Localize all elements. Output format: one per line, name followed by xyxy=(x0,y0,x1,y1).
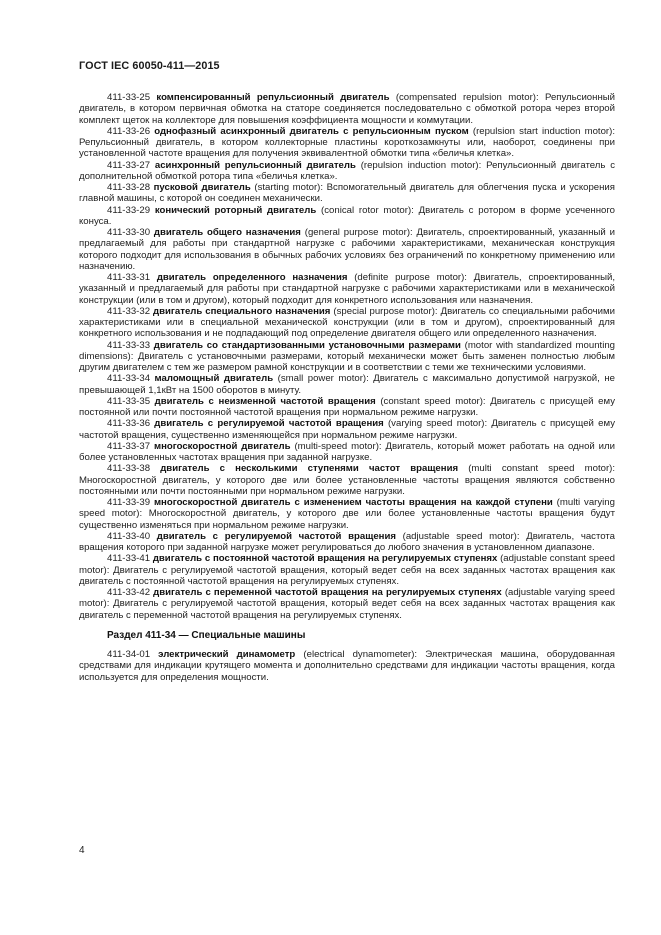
section-heading: Раздел 411-34 — Специальные машины xyxy=(107,629,306,641)
term-title: двигатель с регулируемой частотой вращения xyxy=(156,530,396,542)
term-title: многоскоростной двигатель с изменением частоты вращения на каждой ступени xyxy=(153,497,553,508)
term-entry xyxy=(79,306,615,340)
term-entry xyxy=(79,272,615,306)
term-definition: (motor with standardized mounting dimensions): Двигатель с установочными размерами, который механически может быть заменен полностью любым другим двигателем с тем же размером рамной конструкции и в соответствии с теми же техническими условиями. xyxy=(79,339,616,373)
term-entry xyxy=(79,441,615,464)
term-title: конический роторный двигатель xyxy=(154,204,317,216)
term-number: 411-33-26 xyxy=(107,125,151,137)
term-entry xyxy=(79,649,615,683)
term-definition: (small power motor): Двигатель с максимально допустимой нагрузкой, не превышающей 1,1кВт на 1500 оборотов в минуту. xyxy=(79,373,615,396)
term-definition: (repulsion induction motor): Репульсионный двигатель с дополнительной обмоткой ротора типа «беличья клетка». xyxy=(79,159,615,182)
term-entry xyxy=(79,463,615,497)
term-title: двигатель со стандартизованными установочными размерами xyxy=(153,339,461,351)
term-title: двигатель определенного назначения xyxy=(156,272,348,283)
term-entry xyxy=(79,205,615,228)
term-title: двигатель специального назначения xyxy=(153,305,331,317)
term-title: двигатель с несколькими ступенями частот вращения xyxy=(160,463,459,475)
term-definition: (definite purpose motor): Двигатель, спроектированный, указанный и предлагаемый для работы при стандартной нагрузке с рабочими характеристиками или в механической конструкции (или в том и другом), который подходит для конкретного использования или назначения. xyxy=(79,272,616,306)
term-entry xyxy=(79,553,615,587)
term-number: 411-33-41 xyxy=(107,553,151,565)
term-number: 411-33-39 xyxy=(107,497,151,508)
term-title: двигатель с постоянной частотой вращения на регулируемых ступенях xyxy=(152,553,498,565)
term-entry xyxy=(79,182,615,205)
term-title: многоскоростной двигатель xyxy=(153,440,291,452)
term-number: 411-33-37 xyxy=(107,440,151,452)
term-number: 411-33-25 xyxy=(107,92,151,103)
page-number: 4 xyxy=(79,845,85,856)
term-title: маломощный двигатель xyxy=(154,373,274,385)
term-entry xyxy=(79,126,615,160)
term-number: 411-33-28 xyxy=(107,182,151,193)
term-title: пусковой двигатель xyxy=(153,182,251,193)
term-definition: (varying speed motor): Двигатель с присущей ему частотой вращения, существенно изменяющейся при нормальном режиме нагрузки. xyxy=(79,418,615,441)
term-definition: (multi-speed motor): Двигатель, который может работать на одной или более установленных частотах вращения при заданной нагрузке. xyxy=(79,440,616,463)
term-definition: (adjustable constant speed motor): Двигатель с регулируемой частотой вращения, который ведет себя на всех заданных частотах вращения как двигатель с постоянной частотой вращения на регулируемых ступенях. xyxy=(79,553,615,587)
term-definition: (compensated repulsion motor): Репульсионный двигатель, в котором первичная обмотка на статоре соединяется последовательно с обмоткой ротора через второй комплект щеток на коллекторе для повышения коэффициента мощности и коммутации. xyxy=(79,92,615,126)
term-definition: (starting motor): Вспомогательный двигатель для облегчения пуска и ускорения главной машины, с которой он соединен механически. xyxy=(79,182,615,205)
term-definition: (multi constant speed motor): Многоскоростной двигатель, у которого две или более установленные частоты вращения являются собственно постоянными или почти постоянными при нормальном режиме нагрузки. xyxy=(79,463,615,497)
term-definition: (conical rotor motor): Двигатель с ротором в форме усеченного конуса. xyxy=(79,204,615,227)
term-entry xyxy=(79,418,615,441)
term-definition: (multi varying speed motor): Многоскоростной двигатель, у которого две или более установленные частоты вращения будут существенно изменяться при нормальном режиме нагрузки. xyxy=(79,497,615,531)
term-definition: (general purpose motor): Двигатель, спроектированный, указанный и предлагаемый для работы при стандартной нагрузке с рабочими характеристиками, механическая конструкция которого подходит для использования в обычных рабочих условиях без ограничений по конкретному применению или назначению. xyxy=(79,227,615,272)
term-number: 411-33-30 xyxy=(107,227,151,238)
term-entry xyxy=(79,340,615,374)
term-title: электрический динамометр xyxy=(158,649,296,660)
term-title: однофазный асинхронный двигатель с репульсионным пуском xyxy=(154,125,469,137)
term-number: 411-33-32 xyxy=(107,305,151,317)
term-number: 411-33-34 xyxy=(107,373,151,385)
term-number: 411-33-27 xyxy=(107,159,151,171)
term-title: двигатель с неизменной частотой вращения xyxy=(154,395,376,407)
term-entry xyxy=(79,92,615,126)
term-title: двигатель общего назначения xyxy=(153,227,301,238)
term-number: 411-33-29 xyxy=(107,204,151,216)
term-definition: (electrical dynamometer): Электрическая машина, оборудованная средствами для индикации крутящего момента и дополнительно средствами для индикации частоты вращения, когда используется для определения мощности. xyxy=(79,649,615,683)
document-body xyxy=(79,92,615,683)
term-title: двигатель с переменной частотой вращения на регулируемых ступенях xyxy=(153,587,502,598)
term-number: 411-33-38 xyxy=(107,463,151,475)
term-entry xyxy=(79,373,615,396)
term-entry xyxy=(79,531,615,554)
term-number: 411-33-42 xyxy=(107,587,151,598)
term-title: компенсированный репульсионный двигатель xyxy=(156,92,390,103)
term-number: 411-33-31 xyxy=(107,272,151,283)
term-entry xyxy=(79,396,615,419)
term-number: 411-34-01 xyxy=(107,649,151,660)
term-entry xyxy=(79,160,615,183)
document-header: ГОСТ IEC 60050-411—2015 xyxy=(79,60,220,72)
term-entry xyxy=(79,227,615,272)
term-title: асинхронный репульсионный двигатель xyxy=(154,159,356,171)
term-definition: (special purpose motor): Двигатель со специальными рабочими характеристиками или в специальной механической конструкции (или в том и другом), спроектированный для конкретного использования и не подпадающий под определение двигателя общего или определенного назначения. xyxy=(79,305,615,340)
term-definition: (repulsion start induction motor): Репульсионный двигатель, в котором коллекторные пластины короткозамкнуты или, наоборот, соединены при установленной частоте вращения для получения эквивалентной обмотки типа «беличья клетка». xyxy=(79,125,615,160)
term-title: двигатель с регулируемой частотой вращения xyxy=(154,418,384,430)
term-entry xyxy=(79,497,615,531)
term-number: 411-33-33 xyxy=(107,339,151,351)
term-definition: (adjustable varying speed motor): Двигатель с регулируемой частотой вращения, который ведет себя на всех заданных частотах вращения как двигатель с переменной частотой вращения на регулируемых ступенях. xyxy=(79,587,616,621)
term-number: 411-33-36 xyxy=(107,418,151,430)
term-number: 411-33-35 xyxy=(107,395,151,407)
term-entry xyxy=(79,587,615,621)
term-definition: (constant speed motor): Двигатель с присущей ему постоянной или почти постоянной частотой вращения при нормальном режиме нагрузки. xyxy=(79,395,615,418)
term-number: 411-33-40 xyxy=(107,530,151,542)
term-definition: (adjustable speed motor): Двигатель, частота вращения которого при заданной нагрузке может регулироваться до любого значения в установленном диапазоне. xyxy=(79,530,615,553)
